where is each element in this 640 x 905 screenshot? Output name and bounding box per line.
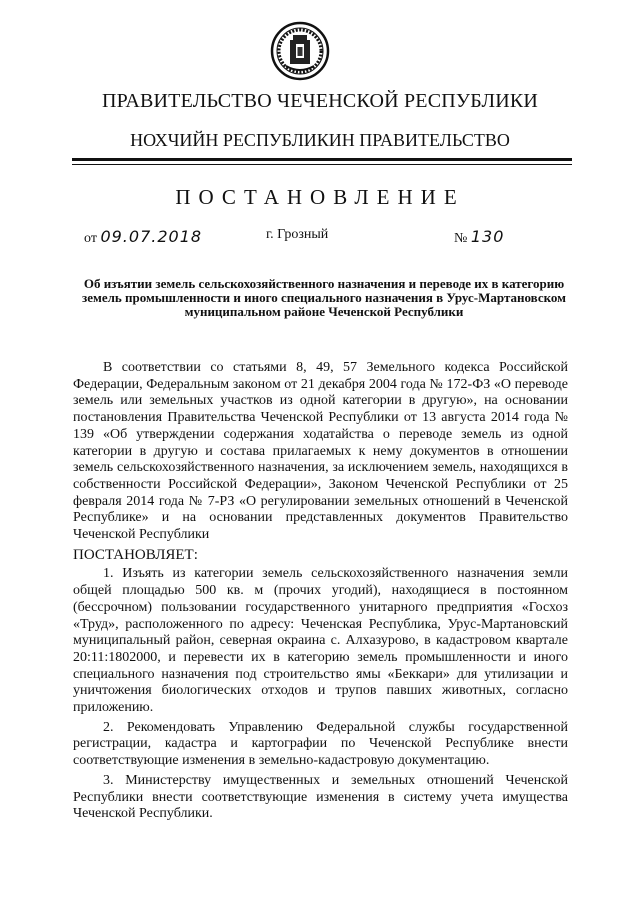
document-body (73, 360, 568, 823)
document-title: Об изъятии земель сельскохозяйственного назначения и переводе их в категорию земель промышленности и иного специального назначения в Урус-Мартановском муниципальном районе Чеченской Республики (81, 276, 567, 319)
government-name-russian: ПРАВИТЕЛЬСТВО ЧЕЧЕНСКОЙ РЕСПУБЛИКИ (101, 90, 539, 112)
document-date (84, 227, 202, 247)
decree-item-3: 3. Министерству имущественных и земельных отношений Чеченской Республики внести соответствующие изменения в систему учета имущества Чеченской Республики. (73, 772, 568, 822)
decree-item-2: 2. Рекомендовать Управлению Федеральной службы государственной регистрации, кадастра и картографии по Чеченской Республике внести соответствующие изменения в земельно-кадастровую документацию. (73, 719, 568, 769)
coat-of-arms-emblem-icon (270, 20, 330, 82)
header-rule-thick (72, 158, 572, 161)
government-name-chechen: НОХЧИЙН РЕСПУБЛИКИН ПРАВИТЕЛЬСТВО (130, 130, 510, 150)
header-rule-thin (72, 164, 572, 165)
decree-word: ПОСТАНОВЛЯЕТ: (73, 546, 198, 563)
document-city: г. Грозный (266, 227, 329, 242)
preamble-paragraph: В соответствии со статьями 8, 49, 57 Земельного кодекса Российской Федерации, Федеральным законом от 21 декабря 2004 года № 172-ФЗ «О переводе земель или земельных участков из одной категории в другую», на основании постановления Правительства Чеченской Республики от 13 августа 2014 года № 139 «Об утверждении содержания ходатайства о переводе земель из одной категории в другую и состава прилагаемых к нему документов в отношении земель сельскохозяйственного назначения, за исключением земель, находящихся в собственности Российской Федерации», Законом Чеченской Республики от 25 февраля 2014 года № 7-РЗ «О регулировании земельных отношений в Чеченской Республике» и на основании представленных документов Правительство Чеченской Республики (73, 360, 568, 543)
number-prefix: № (454, 231, 468, 246)
date-prefix: от (84, 231, 97, 246)
date-value: 09.07.2018 (100, 227, 203, 246)
document-number (454, 227, 504, 247)
number-value: 130 (470, 227, 505, 246)
document-type: ПОСТАНОВЛЕНИЕ (175, 185, 465, 209)
decree-item-1: 1. Изъять из категории земель сельскохозяйственного назначения земли общей площадью 500 кв. м (прочих угодий), находящиеся в постоянном (бессрочном) пользовании государственного унитарного предприятия «Госхоз «Труд», расположенного по адресу: Чеченская Республика, Урус-Мартановский муниципальный район, северная окраина с. Алхазурово, в кадастровом квартале 20:11:1802000, и перевести их в категорию земель промышленности и иного специального назначения под строительство ямы «Беккари» для утилизации и уничтожения биологических отходов и трупов павших животных, согласно приложению. (73, 566, 568, 716)
